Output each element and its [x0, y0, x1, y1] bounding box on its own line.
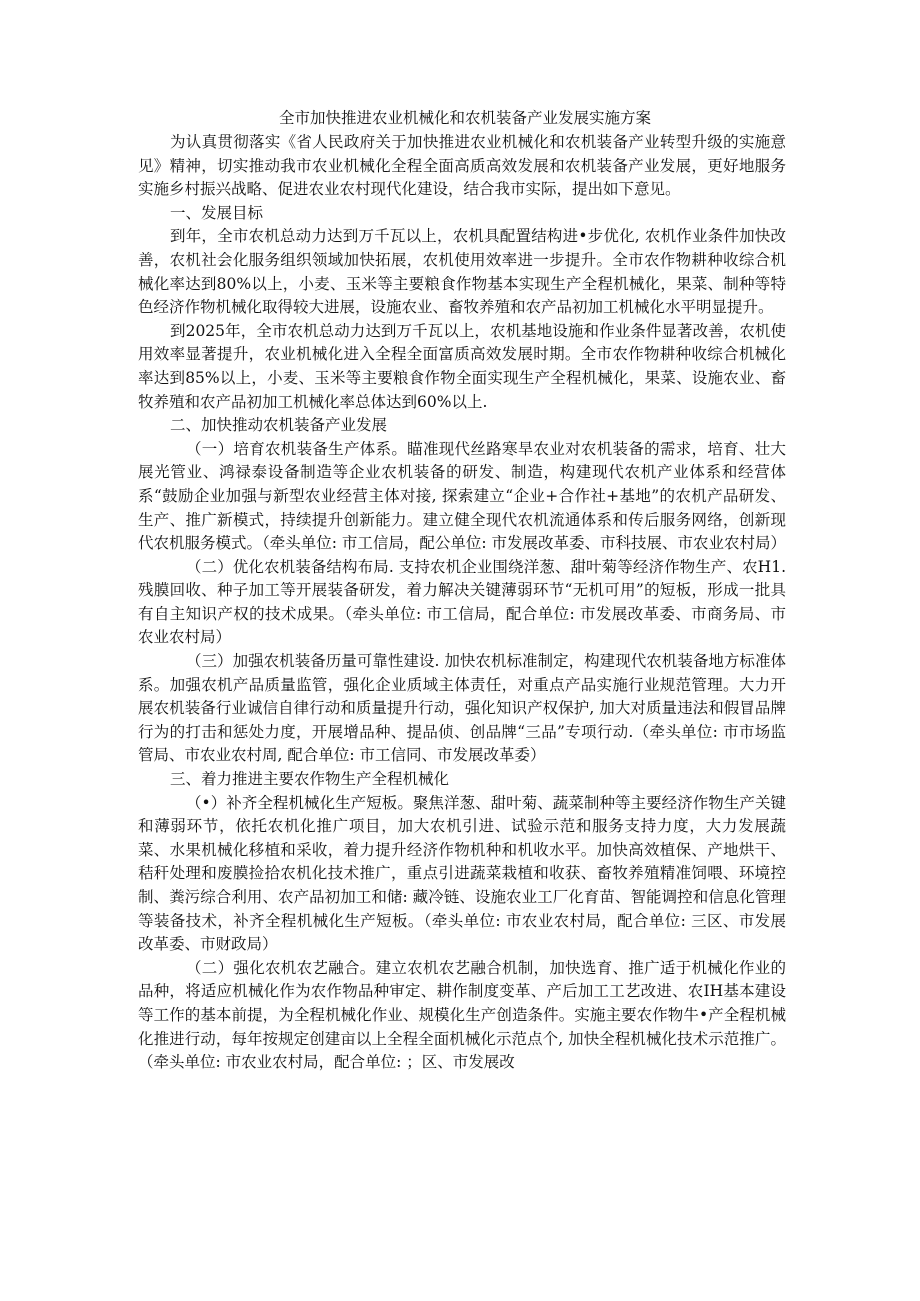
- document-title: 全市加快推进农业机械化和农机装备产业发展实施方案: [278, 109, 651, 127]
- mechanization-paragraph-1: （•）补齐全程机械化生产短板。聚焦洋葱、甜叶菊、蔬菜制种等主要经济作物生产关键和薄弱环节，依托农机化推广项目，加大农机引进、试验示范和服务支持力度，大力发展蔬菜、水果机械化移植和采收，着力提升经济作物机种和机收水平。加快高效植保、产地烘干、秸秆处理和废膜捡拾农机化技术推广，重点引进蔬菜栽植和收获、畜牧养殖精准饲喂、环境控制、粪污综合利用、农产品初加工和储: 藏冷链、设施农业工厂化育苗、智能调控和信息化管理等装备技术，补齐全程机械化生产短板。（牵头单位: 市农业农村局，配合单位: 三区、市发展改革委、市财政局）: [138, 793, 786, 954]
- document-body: [138, 106, 786, 1075]
- section-heading-mechanization: 三、着力推进主要农作物生产全程机械化: [170, 770, 450, 789]
- mechanization-paragraph-2: （二）强化农机农艺融合。建立农机农艺融合机制，加快选育、推广适于机械化作业的品种，将适应机械化作为农作物品种审定、耕作制度变革、产后加工工艺改进、农IH基本建设等工作的基本前提，为全程机械化作业、规模化生产创造条件。实施主要农作物牛•产全程机械化推进行动，每年按规定创建亩以上全程全面机械化示范点个, 加快全程机械化技术示范推广。（牵头单位: 市农业农村局，配合单位: ；区、市发展改: [138, 958, 786, 1072]
- industry-paragraph-1: （一）培育农机装备生产体系。瞄准现代丝路寒旱农业对农机装备的需求，培育、壮大展光管业、鸿禄泰设备制造等企业农机装备的研发、制造，构建现代农机产业体系和经营体系“鼓励企业加强与新型农业经营主体对接, 探索建立“企业+合作社+基地”的农机产品研发、生产、推广新模式，持续提升创新能力。建立健全现代农机流通体系和传后服务网络，创新现代农机服务模式。（牵头单位: 市工信局，配公单位: 市发展改革委、市科技展、市农业农村局）: [138, 439, 787, 553]
- goals-paragraph-2: 到2025年，全市农机总动力达到万千瓦以上，农机基地设施和作业条件显著改善，农机使用效率显著提升，农业机械化进入全程全面富质高效发展时期。全市农作物耕种收综合机械化率达到85%以上，小麦、玉米等主要粮食作物全面实现生产全程机械化，果菜、设施农业、畜牧养殖和农产品初加工机械化率总体达到60%以上.: [138, 321, 786, 411]
- goals-paragraph-1: 到年，全市农机总动力达到万千瓦以上，农机具配置结构进•步优化, 农机作业条件加快改善，农机社会化服务组织领域加快拓展，农机使用效率进一步提升。全市农作物耕种收综合机械化率达到80%以上，小麦、玉米等主要粮食作物基本实现生产全程机械化，果菜、制种等特色经济作物机械化取得较大进展，设施农业、畜牧养殖和农产品初加工机械化水平明显提升。: [138, 227, 786, 317]
- industry-paragraph-3: （三）加强农机装备历量可靠性建设. 加快农机标准制定，构建现代农机装备地方标准体系。加强农机产品质量监管，强化企业质域主体责任，对重点产品实施行业规范管理。大力开展农机装备行业诚信自律行动和质量提升行动，强化知识产权保护, 加大对质量违法和假冒品牌行为的打击和惩处力度，开展增品种、提品侦、创品牌“三品”专项行动.（牵头单位: 市市场监管局、市农业农村周, 配合单位: 市工信同、市发展改革委）: [138, 652, 786, 765]
- section-heading-goals: 一、发展目标: [170, 203, 264, 222]
- section-heading-industry: 二、加快推动农机装备产业发展: [170, 416, 388, 435]
- industry-paragraph-2: （二）优化农机装备结构布局. 支持农机企业围绕洋葱、甜叶菊等经济作物生产、农H1.残膜回收、种子加工等开展装备研发，着力解决关键薄弱环节“无机可用”的短板，形成一批具有自主知识产权的技术成果。（牵头单位: 市工信局，配合单位: 市发展改革委、市商务局、市农业农村局）: [138, 557, 786, 647]
- intro-paragraph: 为认真贯彻落实《省人民政府关于加快推进农业机械化和农机装备产业转型升级的实施意见》精神，切实推动我市农业机械化全程全面高质高效发展和农机装备产业发展，更好地服务实施乡村振兴战略、促进农业农村现代化建设，结合我市实际，提出如下意见。: [138, 133, 786, 199]
